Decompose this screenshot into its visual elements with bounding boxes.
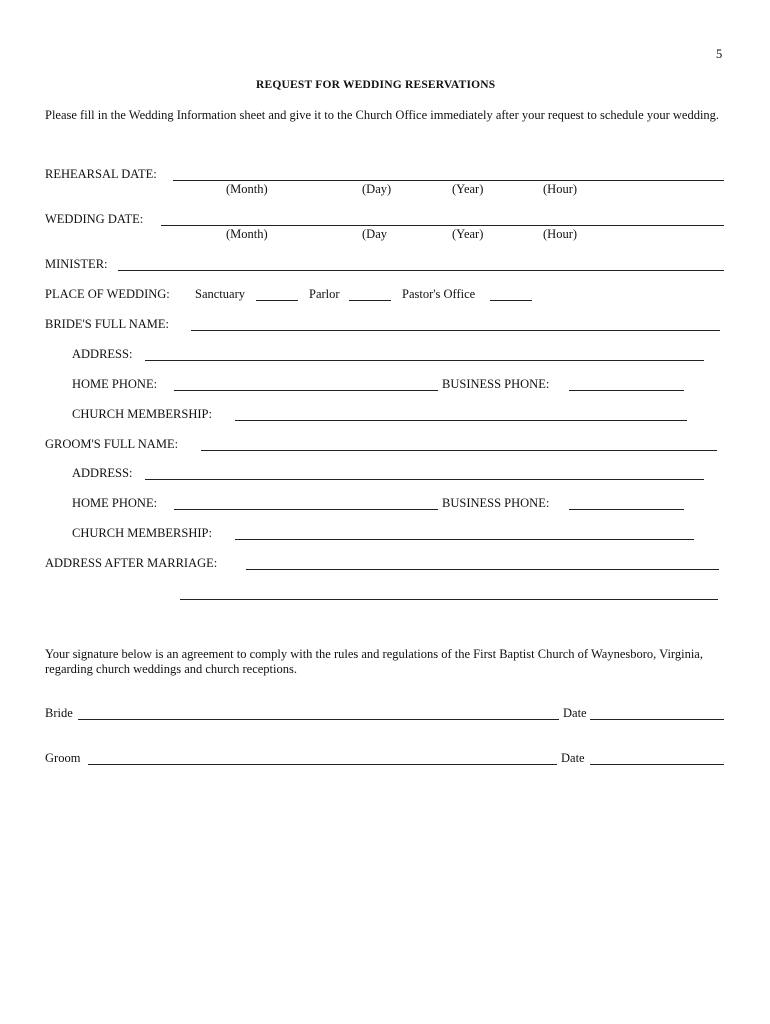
minister-field[interactable] (118, 270, 724, 271)
wedding-hour-caption: (Hour) (543, 227, 578, 241)
groom-full-name-label: GROOM'S FULL NAME: (45, 437, 179, 451)
bride-home-phone-field[interactable] (174, 390, 438, 391)
bride-address-label: ADDRESS: (72, 347, 133, 361)
groom-address-label: ADDRESS: (72, 466, 133, 480)
form-title: REQUEST FOR WEDDING RESERVATIONS (256, 79, 496, 91)
place-of-wedding-label: PLACE OF WEDDING: (45, 287, 170, 301)
wedding-date-field[interactable] (161, 225, 724, 226)
groom-business-phone-label: BUSINESS PHONE: (442, 496, 550, 510)
bride-home-phone-label: HOME PHONE: (72, 377, 158, 391)
bride-date-field[interactable] (590, 719, 724, 720)
rehearsal-year-caption: (Year) (452, 182, 484, 196)
groom-date-label: Date (561, 751, 585, 765)
groom-home-phone-label: HOME PHONE: (72, 496, 158, 510)
sanctuary-label: Sanctuary (195, 287, 245, 301)
wedding-year-caption: (Year) (452, 227, 484, 241)
bride-full-name-label: BRIDE'S FULL NAME: (45, 317, 170, 331)
groom-business-phone-field[interactable] (569, 509, 684, 510)
groom-address-field[interactable] (145, 479, 704, 480)
minister-label: MINISTER: (45, 257, 108, 271)
rehearsal-date-field[interactable] (173, 180, 724, 181)
groom-signature-field[interactable] (88, 764, 557, 765)
groom-church-membership-field[interactable] (235, 539, 694, 540)
intro-text: Please fill in the Wedding Information sheet and give it to the Church Office immediately after your request to schedule your wedding. (45, 108, 720, 122)
bride-church-membership-label: CHURCH MEMBERSHIP: (72, 407, 212, 421)
rehearsal-day-caption: (Day) (362, 182, 392, 196)
bride-signature-field[interactable] (78, 719, 559, 720)
wedding-day-caption: (Day (362, 227, 387, 241)
sanctuary-field[interactable] (256, 300, 298, 301)
agreement-text: Your signature below is an agreement to comply with the rules and regulations of the First Baptist Church of Waynesboro, Virginia, regarding church weddings and church receptions. (45, 647, 703, 676)
wedding-month-caption: (Month) (226, 227, 268, 241)
address-after-marriage-field-2[interactable] (180, 599, 718, 600)
wedding-date-label: WEDDING DATE: (45, 212, 144, 226)
groom-home-phone-field[interactable] (174, 509, 438, 510)
bride-address-field[interactable] (145, 360, 704, 361)
bride-signature-label: Bride (45, 706, 73, 720)
pastors-office-field[interactable] (490, 300, 532, 301)
pastors-office-label: Pastor's Office (402, 287, 476, 301)
rehearsal-month-caption: (Month) (226, 182, 268, 196)
rehearsal-hour-caption: (Hour) (543, 182, 578, 196)
bride-business-phone-label: BUSINESS PHONE: (442, 377, 550, 391)
bride-business-phone-field[interactable] (569, 390, 684, 391)
groom-date-field[interactable] (590, 764, 724, 765)
rehearsal-date-label: REHEARSAL DATE: (45, 167, 157, 181)
bride-church-membership-field[interactable] (235, 420, 687, 421)
address-after-marriage-label: ADDRESS AFTER MARRIAGE: (45, 556, 218, 570)
parlor-field[interactable] (349, 300, 391, 301)
bride-full-name-field[interactable] (191, 330, 720, 331)
address-after-marriage-field-1[interactable] (246, 569, 719, 570)
groom-church-membership-label: CHURCH MEMBERSHIP: (72, 526, 212, 540)
parlor-label: Parlor (309, 287, 340, 301)
groom-signature-label: Groom (45, 751, 81, 765)
bride-date-label: Date (563, 706, 587, 720)
groom-full-name-field[interactable] (201, 450, 717, 451)
page-number: 5 (716, 47, 723, 61)
